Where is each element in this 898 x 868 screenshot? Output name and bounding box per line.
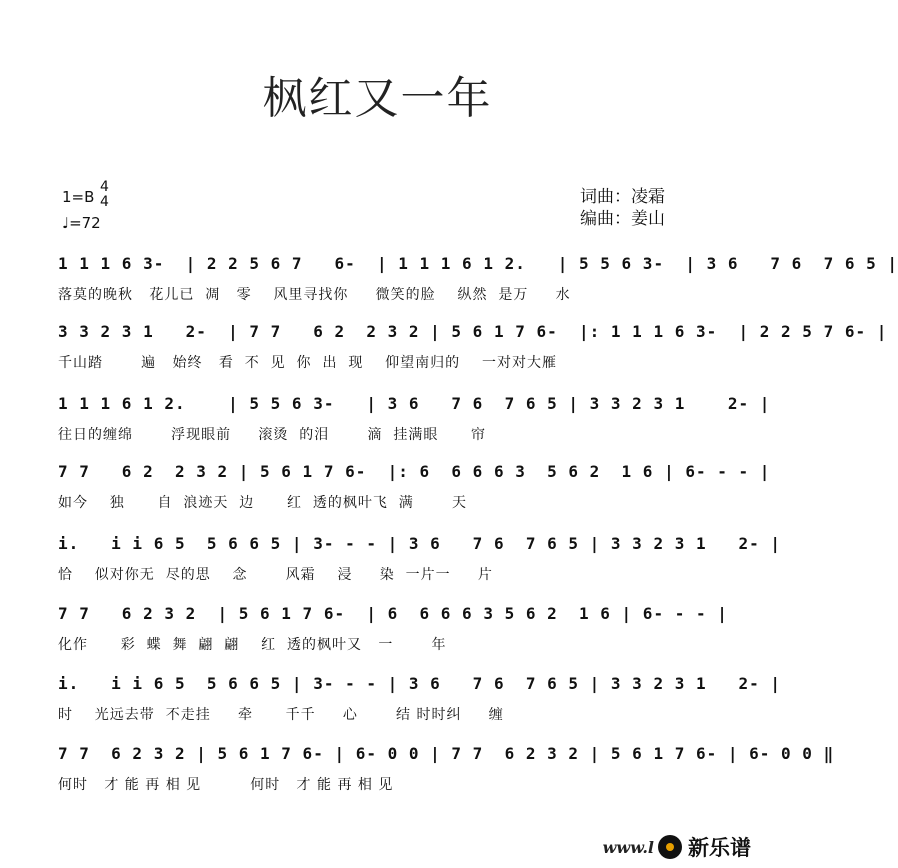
score-line-4: [58, 462, 771, 514]
notation-line: i. i i 6 5 5 6 6 5 | 3- - - | 3 6 7 6 7 6 5 | 3 3 2 3 1 2- |: [58, 534, 782, 553]
key-signature: 1=B: [62, 188, 95, 206]
watermark-url: www.l: [602, 837, 654, 857]
lyrics-line: 千山踏 遍 始终 看 不 见 你 出 现 仰望南归的 一对对大雁: [58, 355, 557, 371]
score-line-2: [58, 322, 888, 374]
lyrics-line: 恰 似对你无 尽的思 念 风霜 浸 染 一片一 片: [58, 567, 493, 583]
time-signature-bottom: 4: [100, 194, 109, 210]
lyrics-line: 何时 才 能 再 相 见 何时 才 能 再 相 见: [58, 777, 394, 793]
site-watermark: [603, 832, 751, 862]
notation-line: 1 1 1 6 3- | 2 2 5 6 7 6- | 1 1 1 6 1 2. | 5 5 6 3- | 3 6 7 6 7 6 5 |: [58, 254, 898, 273]
notation-line: 1 1 1 6 1 2. | 5 5 6 3- | 3 6 7 6 7 6 5 | 3 3 2 3 1 2- |: [58, 394, 771, 413]
lyricist-credit: 词曲：凌霜: [580, 187, 665, 207]
lyrics-line: 如今 独 自 浪迹天 边 红 透的枫叶飞 满 天: [58, 495, 467, 511]
music-disc-icon: [658, 835, 682, 859]
score-line-8: [58, 744, 835, 796]
score-line-7: [58, 674, 782, 726]
watermark-site-name: 新乐谱: [688, 836, 751, 860]
tempo-marking: ♩=72: [62, 214, 101, 232]
lyrics-line: 时 光远去带 不走挂 牵 千千 心 结 时时纠 缠: [58, 707, 504, 723]
song-title: 枫红又一年: [262, 73, 493, 124]
notation-line: 7 7 6 2 3 2 | 5 6 1 7 6- | 6 6 6 6 3 5 6 2 1 6 | 6- - - |: [58, 604, 728, 623]
time-signature-top: 4: [100, 179, 109, 195]
time-signature: [100, 180, 109, 210]
notation-line: 7 7 6 2 2 3 2 | 5 6 1 7 6- |: 6 6 6 6 3 5 6 2 1 6 | 6- - - |: [58, 462, 771, 481]
score-line-1: [58, 254, 898, 306]
lyrics-line: 化作 彩 蝶 舞 翩 翩 红 透的枫叶又 一 年: [58, 637, 447, 653]
score-line-6: [58, 604, 728, 656]
notation-line: 7 7 6 2 3 2 | 5 6 1 7 6- | 6- 0 0 | 7 7 6 2 3 2 | 5 6 1 7 6- | 6- 0 0 ‖: [58, 744, 835, 763]
score-line-5: [58, 534, 782, 586]
lyrics-line: 落莫的晚秋 花儿已 凋 零 风里寻找你 微笑的脸 纵然 是万 水: [58, 287, 571, 303]
notation-line: i. i i 6 5 5 6 6 5 | 3- - - | 3 6 7 6 7 6 5 | 3 3 2 3 1 2- |: [58, 674, 782, 693]
lyrics-line: 往日的缠绵 浮现眼前 滚烫 的泪 滴 挂满眼 帘: [58, 427, 487, 443]
score-line-3: [58, 394, 771, 446]
notation-line: 3 3 2 3 1 2- | 7 7 6 2 2 3 2 | 5 6 1 7 6- |: 1 1 1 6 3- | 2 2 5 7 6- |: [58, 322, 888, 341]
arranger-credit: 编曲：姜山: [580, 209, 665, 229]
